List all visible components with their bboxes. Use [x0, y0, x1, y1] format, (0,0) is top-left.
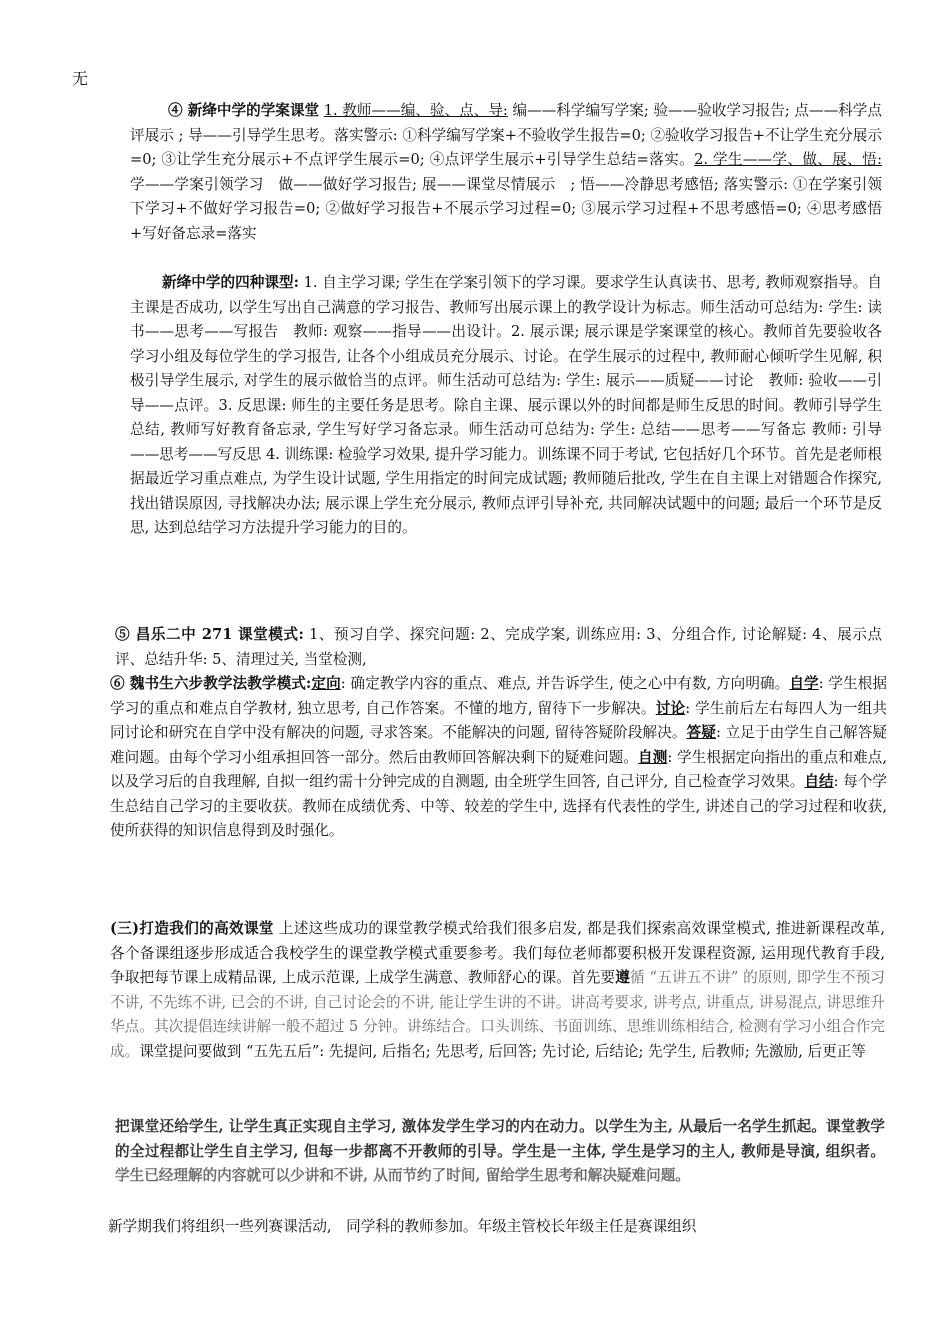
section-heading: 新绛中学的四种课型:	[162, 274, 299, 291]
student-roles: 2. 学生——学、做、展、悟:	[694, 151, 882, 168]
step-self-summary: 自结	[804, 773, 834, 790]
paragraph-text: : 立足于由学生自己解答疑难问题。由每个学习小组承担回答一部分。然后由教师回答解决剩下的疑难问题。	[110, 724, 887, 766]
step-self-study: 自学	[789, 675, 819, 692]
section-heading: ④ 新绛中学的学案课堂	[168, 102, 320, 119]
paragraph-changle-271	[115, 623, 882, 672]
section-heading: (三)打造我们的高效课堂	[110, 920, 274, 937]
step-discussion: 讨论	[655, 699, 686, 717]
paragraph-wei-six-steps	[110, 672, 887, 844]
paragraph-text: 1、预习自学、探究问题: 2、完成学案, 训练应用: 3、分组合作, 讨论解疑: 4、展示点评、总结升华: 5、清理过关, 当堂检测,	[115, 626, 882, 668]
paragraph-text: 学——学案引领学习 做——做好学习报告; 展——课堂尽情展示 ; 悟——冷静思考感悟; 落实警示: ①在学案引领下学习+不做好学习报告=0; ②做好学习报告+不展示学习过程=0; ③展示学习过程+不思考感悟=0; ④思考感悟+写好备忘录=落实	[130, 175, 882, 242]
paragraph-text: : 学生根据学习的重点和难点自学教材, 独立思考, 自己作答案。不懂的地方, 留待下一步解决。	[110, 675, 887, 717]
paragraph-text: 把课堂还给学生, 让学生真正实现自主学习, 激体发学生学习的内在动力。以学生为主, 从最后一名学生抓起。课堂教学的全过程都让学生自主学习, 但每一步都离不开教师的引导。学生是一主体, 学生是学习的主人, 教师是导演, 组织者。	[115, 1118, 885, 1160]
paragraph-text: : 学生前后左右每四人为一组共同讨论和研究在自学中没有解决的问题, 寻求答案。不能解决的问题, 留待答疑阶段解决。	[110, 699, 887, 741]
paragraph-text-gray: 学生已经理解的内容就可以少讲和不讲, 从而节约了时间, 留给学生思考和解决疑难问题。	[115, 1167, 690, 1184]
paragraph-text-gray: 循 “五讲五不讲” 的原则, 即学生不预习不讲, 不先练不讲, 已会的不讲, 自己讨论会的不讲, 能让学生讲的不讲。讲高考要求, 讲考点, 讲重点, 讲易混点, 讲思维升华点。其次提倡连续讲解一般不超过 5 分钟。讲练结合。口头训练、书面训练、思维训练相结合, 检测有学习小组合作完成。	[110, 969, 885, 1060]
step-self-test: 自测	[638, 748, 668, 766]
paragraph-text: : 确定教学内容的重点、难点, 并告诉学生, 使之心中有数, 方向明确。	[340, 675, 790, 692]
paragraph-text: : 学生根据定向指出的重点和难点, 以及学习后的自我理解, 自拟一组约需十分钟完成的自测题, 由全班学生回答, 自己评分, 自己检查学习效果。	[110, 748, 887, 790]
paragraph-text: 编——科学编写学案; 验——验收学习报告; 点——科学点评展示 ; 导——引导学生思考。落实警示: ①科学编写学案+不验收学生报告=0; ②验收学习报告+不让学生充分展示=0; ③让学生充分展示+不点评学生展示=0; ④点评学生展示+引导学生总结=落实。	[130, 102, 882, 168]
paragraph-efficient-classroom	[110, 917, 885, 1064]
paragraph-text: 课堂提问要做到 “五先五后”: 先提问, 后指名; 先思考, 后回答; 先讨论, 后结论; 先学生, 后教师; 先激励, 后更正等	[139, 1042, 866, 1060]
paragraph-new-semester	[108, 1215, 898, 1240]
paragraph-text: : 每个学生总结自己学习的主要收获。教师在成绩优秀、中等、较差的学生中, 选择有代表性的学生, 讲述自己的学习过程和收获, 使所获得的知识信息得到及时强化。	[110, 773, 887, 839]
step-orientation: 定向	[311, 675, 341, 692]
paragraph-four-lesson-types	[130, 271, 882, 541]
emphasis-char: 遵	[615, 969, 630, 986]
paragraph-text: 新学期我们将组织一些列赛课活动, 同学科的教师参加。年级主管校长年级主任是赛课组织	[108, 1218, 697, 1235]
corner-mark: 无	[72, 69, 89, 88]
paragraph-xinjiang-learning-plan	[130, 99, 882, 246]
teacher-roles: 1. 教师——编、验、点、导:	[323, 102, 508, 119]
paragraph-text: 1. 自主学习课; 学生在学案引领下的学习课。要求学生认真读书、思考, 教师观察指导。自主课是否成功, 以学生写出自己满意的学习报告、教师写出展示课上的教学设计为标志。师生活动可总结为: 学生: 读书——思考——写报告 教师: 观察——指导——出设计。2. 展示课; 展示课是学案课堂的核心。教师首先要验收各学习小组及每位学生的学习报告, 让各个小组成员充分展示、讨论。在学生展示的过程中, 教师耐心倾听学生见解, 积极引导学生展示, 对学生的展示做恰当的点评。师生活动可总结为: 学生: 展示——质疑——讨论 教师: 验收——引导——点评。3. 反思课: 师生的主要任务是思考。除自主课、展示课以外的时间都是师生反思的时间。教师引导学生总结, 教师写好教育备忘录, 学生写好学习备忘录。师生活动可总结为: 学生: 总结——思考——写备忘 教师: 引导——思考——写反思 4. 训练课: 检验学习效果, 提升学习能力。训练课不同于考试, 它包括好几个环节。首先是老师根据最近学习重点难点, 为学生设计试题, 学生用指定的时间完成试题; 教师随后批改, 学生在自主课上对错题合作探究, 找出错误原因, 寻找解决办法; 展示课上学生充分展示, 教师点评引导补充, 共同解决试题中的问题; 最后一个环节是反思, 达到总结学习方法提升学习能力的目的。	[130, 274, 882, 536]
paragraph-text: 上述这些成功的课堂教学模式给我们很多启发, 都是我们探索高效课堂模式, 推进新课程改革, 各个备课组逐步形成适合我校学生的课堂教学模式重要参考。我们每位老师都要积极开发课程资源, 运用现代教育手段, 争取把每节课上成精品课, 上成示范课, 上成学生满意、教师舒心的课。首先要	[110, 920, 886, 986]
step-answering: 答疑	[686, 724, 716, 741]
paragraph-return-classroom	[115, 1115, 885, 1189]
section-heading: ⑥ 魏书生六步教学法教学模式:	[110, 675, 312, 692]
section-heading: ⑤ 昌乐二中 271 课堂模式:	[115, 626, 304, 643]
